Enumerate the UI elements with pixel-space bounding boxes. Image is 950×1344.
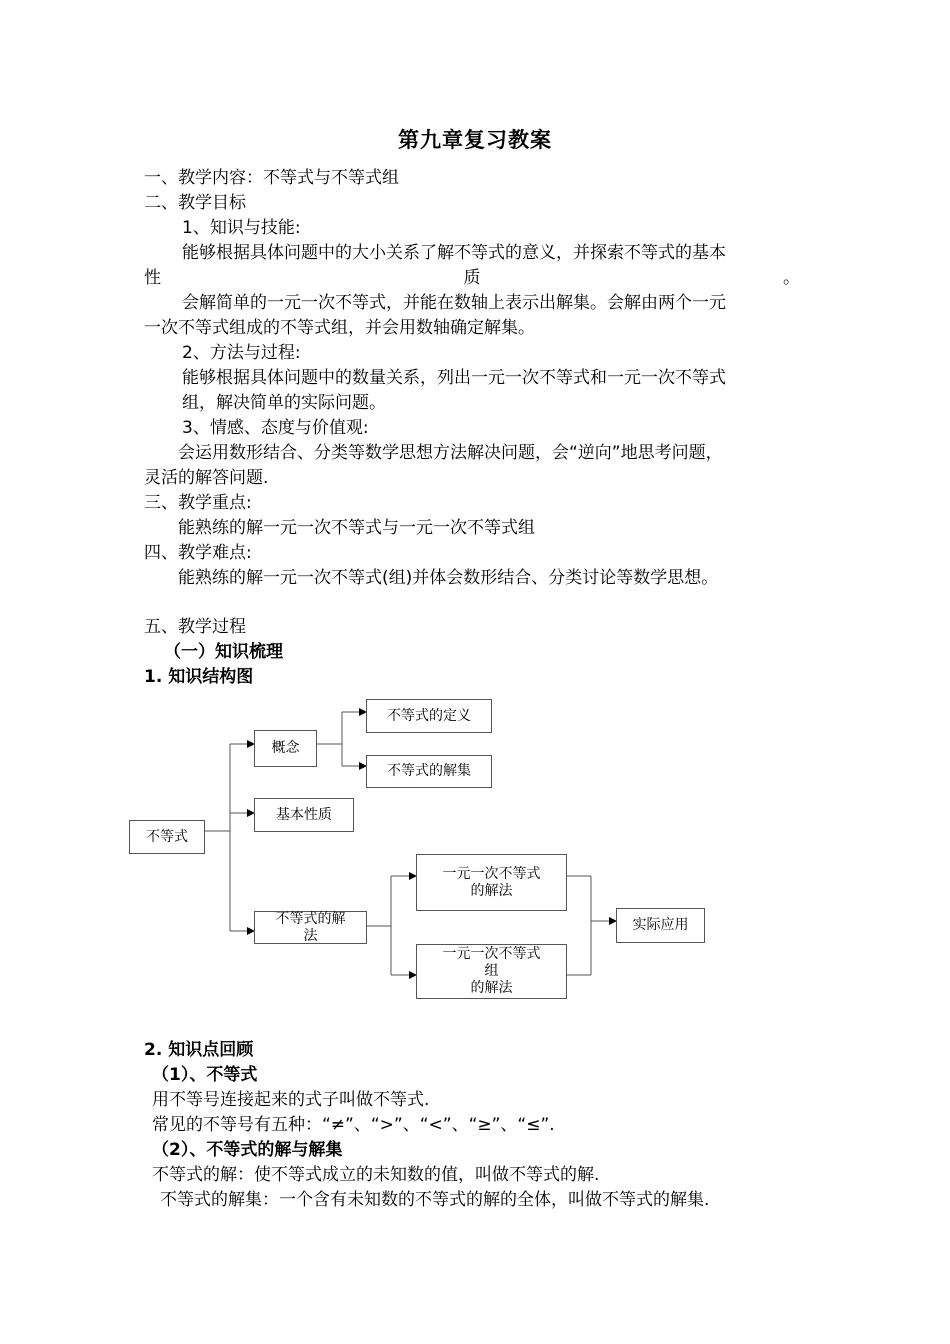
node-application-label: 实际应用 bbox=[632, 917, 689, 933]
node-definition-label: 不等式的定义 bbox=[387, 707, 471, 724]
key-point-text: 能熟练的解一元一次不等式与一元一次不等式组 bbox=[178, 518, 535, 538]
spread-word-2: 质 bbox=[463, 268, 481, 288]
node-solution-set bbox=[366, 755, 492, 788]
section-difficulty: 四、教学难点: bbox=[144, 543, 252, 563]
node-inequality-system-solving bbox=[416, 944, 567, 999]
node-linear-inequality-solving bbox=[416, 854, 567, 911]
page-title: 第九章复习教案 bbox=[398, 128, 552, 152]
node-solution-set-label: 不等式的解集 bbox=[387, 763, 471, 779]
section-teaching-process: 五、教学过程 bbox=[144, 617, 246, 637]
goal-method-line-1: 能够根据具体问题中的数量关系，列出一元一次不等式和一元一次不等式 bbox=[182, 368, 726, 388]
node-linear-label-2: 的解法 bbox=[470, 882, 513, 899]
spread-word-3: 。 bbox=[783, 268, 800, 288]
node-inequality-label: 不等式 bbox=[146, 828, 188, 845]
recap-1-line-1: 用不等号连接起来的式子叫做不等式. bbox=[152, 1090, 430, 1110]
node-concept bbox=[254, 730, 317, 767]
node-solving-methods bbox=[254, 911, 367, 944]
goal-knowledge-paragraph-1-line-1: 能够根据具体问题中的大小关系了解不等式的意义，并探索不等式的基本 bbox=[182, 243, 726, 263]
item-knowledge-recap: 2. 知识点回顾 bbox=[144, 1040, 254, 1060]
goal-knowledge-paragraph-2-line-1: 会解简单的一元一次不等式，并能在数轴上表示出解集。会解由两个一元 bbox=[182, 293, 726, 313]
section-teaching-goals: 二、教学目标 bbox=[144, 193, 246, 213]
node-linear-label-1: 一元一次不等式 bbox=[442, 865, 541, 882]
recap-2-title: （2）、不等式的解与解集 bbox=[152, 1140, 343, 1160]
goal-attitude-line-1: 会运用数形结合、分类等数学思想方法解决问题，会“逆向”地思考问题， bbox=[178, 443, 723, 463]
recap-2-line-1: 不等式的解：使不等式成立的未知数的值，叫做不等式的解. bbox=[152, 1165, 600, 1185]
goal-attitude-line-2: 灵活的解答问题. bbox=[144, 468, 269, 488]
node-system-label-2: 组 bbox=[484, 963, 499, 979]
goal-attitude-title: 3、情感、态度与价值观: bbox=[182, 418, 369, 438]
node-basic-property-label: 基本性质 bbox=[276, 806, 332, 823]
node-application bbox=[616, 908, 705, 943]
part-knowledge-review: （一）知识梳理 bbox=[164, 642, 283, 662]
spread-word-1: 性 bbox=[144, 268, 161, 288]
recap-2-line-2: 不等式的解集：一个含有未知数的不等式的解的全体，叫做不等式的解集. bbox=[160, 1190, 710, 1210]
node-system-label-1: 一元一次不等式 bbox=[442, 946, 541, 962]
goal-knowledge-title: 1、知识与技能: bbox=[182, 218, 301, 238]
recap-1-line-2: 常见的不等号有五种：“≠”、“>”、“<”、“≥”、“≤”. bbox=[152, 1115, 555, 1135]
item-structure-diagram: 1. 知识结构图 bbox=[144, 667, 254, 687]
node-inequality bbox=[129, 820, 205, 854]
goal-method-title: 2、方法与过程: bbox=[182, 343, 301, 363]
node-solving-methods-label-2: 法 bbox=[303, 927, 318, 944]
goal-method-line-2: 组，解决简单的实际问题。 bbox=[182, 393, 386, 413]
goal-knowledge-paragraph-2-line-2: 一次不等式组成的不等式组，并会用数轴确定解集。 bbox=[144, 318, 535, 338]
node-system-label-3: 的解法 bbox=[470, 980, 513, 996]
difficulty-text: 能熟练的解一元一次不等式(组)并体会数形结合、分类讨论等数学思想。 bbox=[178, 568, 719, 588]
node-definition bbox=[366, 699, 492, 733]
node-basic-property bbox=[254, 798, 354, 832]
node-solving-methods-label-1: 不等式的解 bbox=[275, 910, 346, 927]
section-teaching-content: 一、教学内容：不等式与不等式组 bbox=[144, 168, 399, 188]
node-concept-label: 概念 bbox=[271, 740, 300, 756]
recap-1-title: （1）、不等式 bbox=[152, 1065, 258, 1085]
section-key-point: 三、教学重点: bbox=[144, 493, 252, 513]
